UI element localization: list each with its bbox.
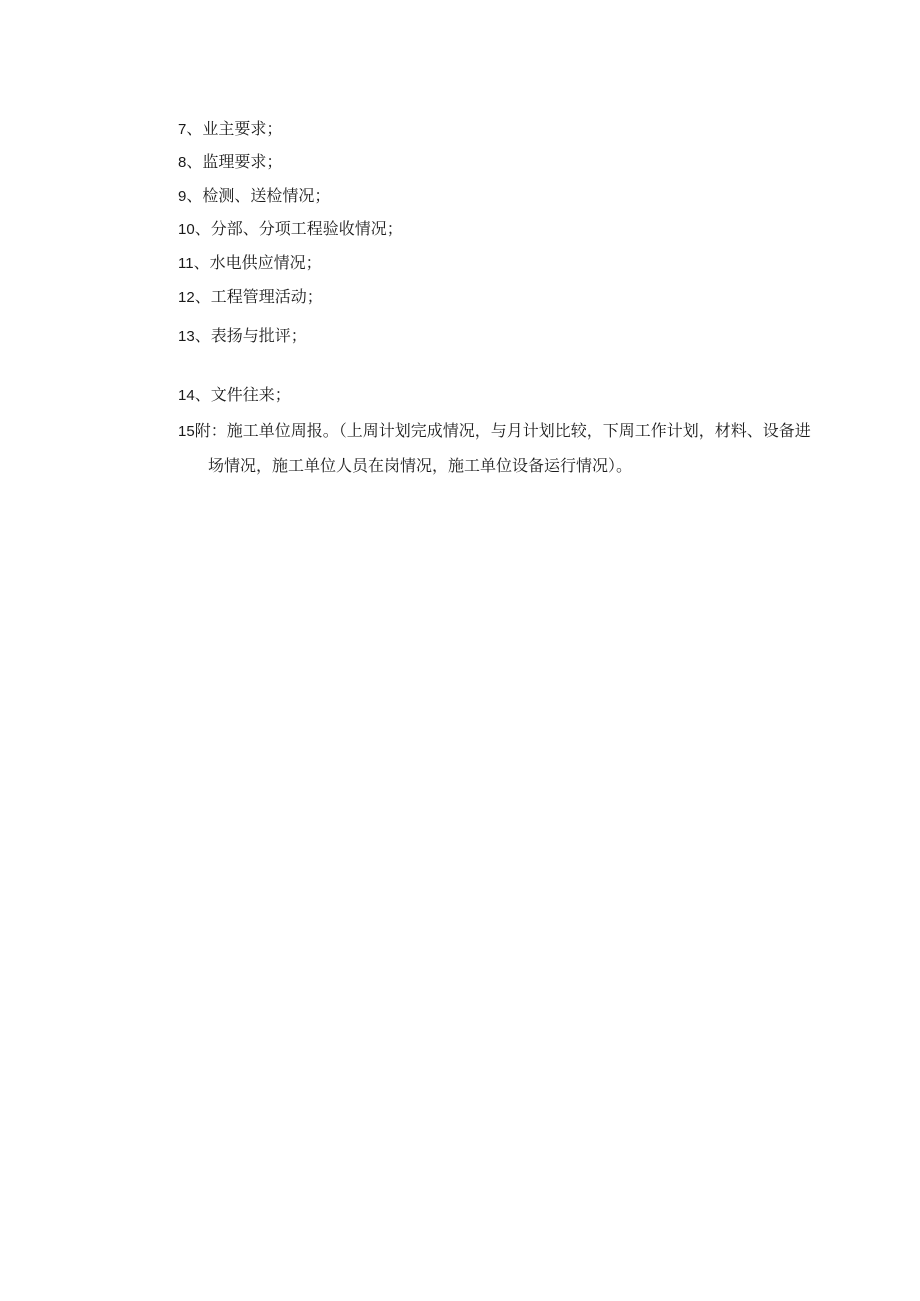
item-number: 9 <box>178 188 187 205</box>
item-separator: 、 <box>186 119 203 138</box>
item-separator: 、 <box>186 186 203 205</box>
item-separator: 、 <box>194 326 211 345</box>
list-item <box>178 118 282 141</box>
list-item <box>178 384 291 407</box>
list-item <box>178 185 330 208</box>
item-text: 分部、分项工程验收情况； <box>210 219 403 238</box>
item-text: 业主要求； <box>202 119 283 138</box>
item-separator: 、 <box>194 287 211 306</box>
item-text: 表扬与批评； <box>210 326 307 345</box>
item-text: 检测、送检情况； <box>202 186 331 205</box>
item-separator: 附： <box>194 421 227 440</box>
item-number: 10 <box>178 221 195 238</box>
item-separator: 、 <box>194 385 211 404</box>
list-item <box>178 218 403 241</box>
list-item <box>178 286 323 309</box>
item-number: 12 <box>178 289 195 306</box>
item-separator: 、 <box>193 253 210 272</box>
list-item <box>178 414 823 483</box>
item-separator: 、 <box>194 219 211 238</box>
item-separator: 、 <box>186 152 203 171</box>
item-number: 13 <box>178 328 195 345</box>
item-number: 15 <box>178 423 195 440</box>
item-text: 监理要求； <box>202 152 283 171</box>
item-text: 工程管理活动； <box>210 287 323 306</box>
item-number: 7 <box>178 121 187 138</box>
item-text: 水电供应情况； <box>209 253 322 272</box>
list-item <box>178 151 282 174</box>
item-number: 8 <box>178 154 187 171</box>
item-number: 11 <box>178 255 194 272</box>
list-item <box>178 252 322 275</box>
item-text: 文件往来； <box>210 385 291 404</box>
list-item <box>178 325 307 348</box>
item-number: 14 <box>178 387 195 404</box>
item-text: 施工单位周报。（上周计划完成情况，与月计划比较，下周工作计划，材料、设备进场情况，施工单位人员在岗情况，施工单位设备运行情况）。 <box>208 421 811 475</box>
